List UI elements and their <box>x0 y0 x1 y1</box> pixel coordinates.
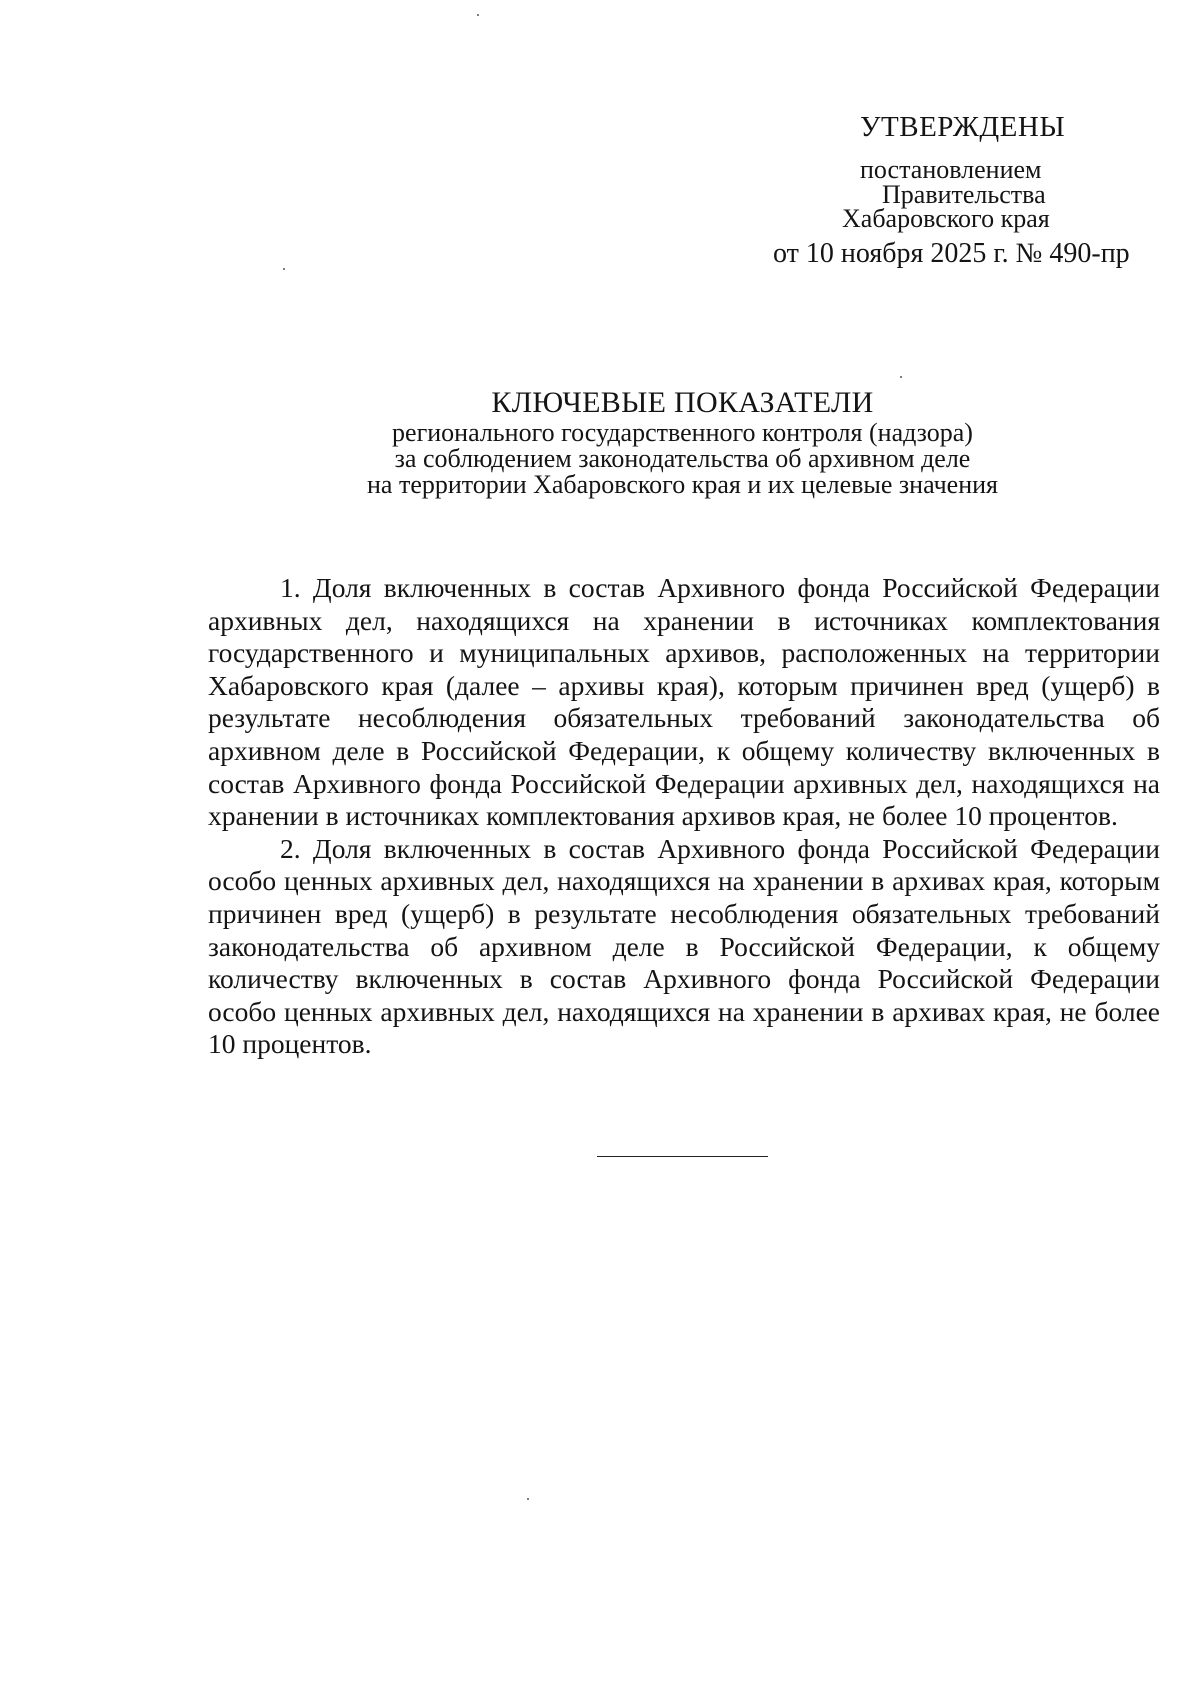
approval-title: УТВЕРЖДЕНЫ <box>860 111 1066 143</box>
document-title: КЛЮЧЕВЫЕ ПОКАЗАТЕЛИ <box>491 386 874 419</box>
indicator-paragraph-2: 2. Доля включенных в состав Архивного фонда Российской Федерации особо ценных архивных дел, находящихся на хранении в архивах края, которым причинен вред (ущерб) в результате несоблюдения обязательных требований законодательства об архивном деле в Российской Федерации, к общему количеству включенных в состав Архивного фонда Российской Федерации особо ценных архивных дел, находящихся на хранении в архивах края, не более 10 процентов. <box>208 832 1160 1060</box>
scan-speck <box>283 268 285 270</box>
approval-date-number: от 10 ноября 2025 г. № 490-пр <box>773 238 1130 269</box>
scan-speck <box>900 376 902 378</box>
document-heading <box>120 386 1200 498</box>
scan-speck <box>527 1498 529 1500</box>
document-subtitle-line: за соблюдением законодательства об архивном деле <box>394 444 971 473</box>
scan-speck <box>477 14 479 16</box>
approval-line: Хабаровского края <box>842 204 1050 233</box>
document-subtitle-line: на территории Хабаровского края и их целевые значения <box>367 470 998 499</box>
indicator-paragraph-1: 1. Доля включенных в состав Архивного фонда Российской Федерации архивных дел, находящихся на хранении в источниках комплектования государственного и муниципальных архивов, расположенных на территории Хабаровского края (далее – архивы края), которым причинен вред (ущерб) в результате несоблюдения обязательных требований законодательства об архивном деле в Российской Федерации, к общему количеству включенных в состав Архивного фонда Российской Федерации архивных дел, находящихся на хранении в источниках комплектования архивов края, не более 10 процентов. <box>208 572 1160 832</box>
approval-line: постановлением <box>860 155 1042 184</box>
approval-line: Правительства <box>882 180 1046 209</box>
document-body <box>208 572 1160 1061</box>
document-subtitle-line: регионального государственного контроля (надзора) <box>392 418 973 447</box>
closing-divider <box>597 1156 768 1157</box>
